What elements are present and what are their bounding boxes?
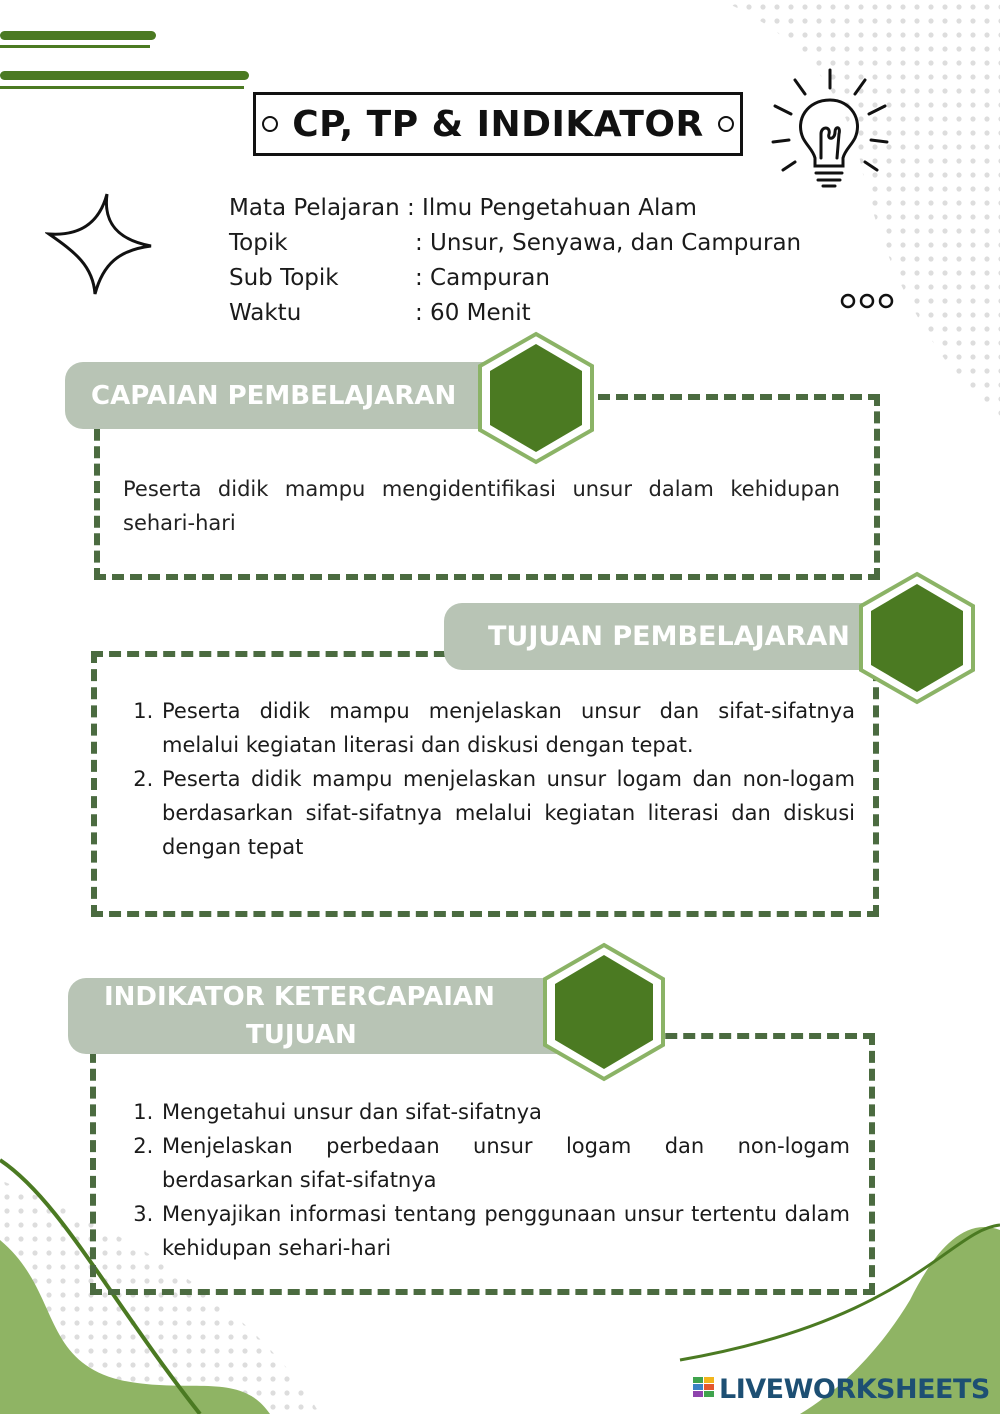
tujuan-heading-text: TUJUAN PEMBELAJARAN xyxy=(488,621,850,652)
indikator-heading-line2: TUJUAN xyxy=(246,1020,357,1050)
list-item: 2. Peserta didik mampu menjelaskan unsur logam dan non-logam berdasarkan sifat-sifatnya melalui kegiatan literasi dan diskusi dengan tepat xyxy=(160,762,855,864)
info-value: : Campuran xyxy=(415,265,550,291)
hexagon-icon xyxy=(539,941,669,1083)
indikator-heading xyxy=(68,978,588,1054)
list-item: 2. Menjelaskan perbedaan unsur logam dan non-logam berdasarkan sifat-sifatnya xyxy=(160,1129,850,1197)
page-title: CP, TP & INDIKATOR xyxy=(292,103,704,145)
info-topic xyxy=(229,226,801,261)
info-label: Sub Topik xyxy=(229,265,339,291)
tujuan-list xyxy=(122,694,855,864)
logo-blocks-icon xyxy=(693,1377,715,1403)
hexagon-icon xyxy=(474,330,598,466)
page-title-box xyxy=(253,92,743,156)
tujuan-heading xyxy=(444,603,904,670)
list-item: 1. Mengetahui unsur dan sifat-sifatnya xyxy=(160,1095,850,1129)
info-subtopic xyxy=(229,261,550,296)
capaian-text: Peserta didik mampu mengidentifikasi unsur dalam kehidupan sehari-hari xyxy=(123,477,840,535)
logo-text: LIVEWORKSHEETS xyxy=(719,1374,990,1405)
info-time xyxy=(229,296,531,331)
info-subject xyxy=(229,191,697,226)
info-value: : 60 Menit xyxy=(415,300,531,326)
info-label: Waktu xyxy=(229,300,302,326)
list-item: 3. Menyajikan informasi tentang penggunaan unsur tertentu dalam kehidupan sehari-hari xyxy=(160,1197,850,1265)
info-value: : Ilmu Pengetahuan Alam xyxy=(407,195,697,221)
indikator-heading-line1: INDIKATOR KETERCAPAIAN xyxy=(104,982,495,1012)
indikator-list xyxy=(122,1095,850,1265)
sparkle-star-icon xyxy=(45,190,155,300)
list-item: 1. Peserta didik mampu menjelaskan unsur dan sifat-sifatnya melalui kegiatan literasi dan diskusi dengan tepat. xyxy=(160,694,855,762)
three-dots-icon xyxy=(838,290,898,312)
liveworksheets-logo[interactable] xyxy=(693,1374,990,1405)
info-value: : Unsur, Senyawa, dan Campuran xyxy=(415,230,802,256)
info-label: Topik xyxy=(229,230,288,256)
circle-bullet-icon xyxy=(718,116,734,132)
top-accent-bar xyxy=(0,31,156,40)
lightbulb-icon xyxy=(765,62,895,192)
hexagon-icon xyxy=(855,570,979,706)
capaian-heading xyxy=(65,362,545,429)
circle-bullet-icon xyxy=(262,116,278,132)
info-label: Mata Pelajaran xyxy=(229,195,400,221)
capaian-heading-text: CAPAIAN PEMBELAJARAN xyxy=(91,380,457,411)
